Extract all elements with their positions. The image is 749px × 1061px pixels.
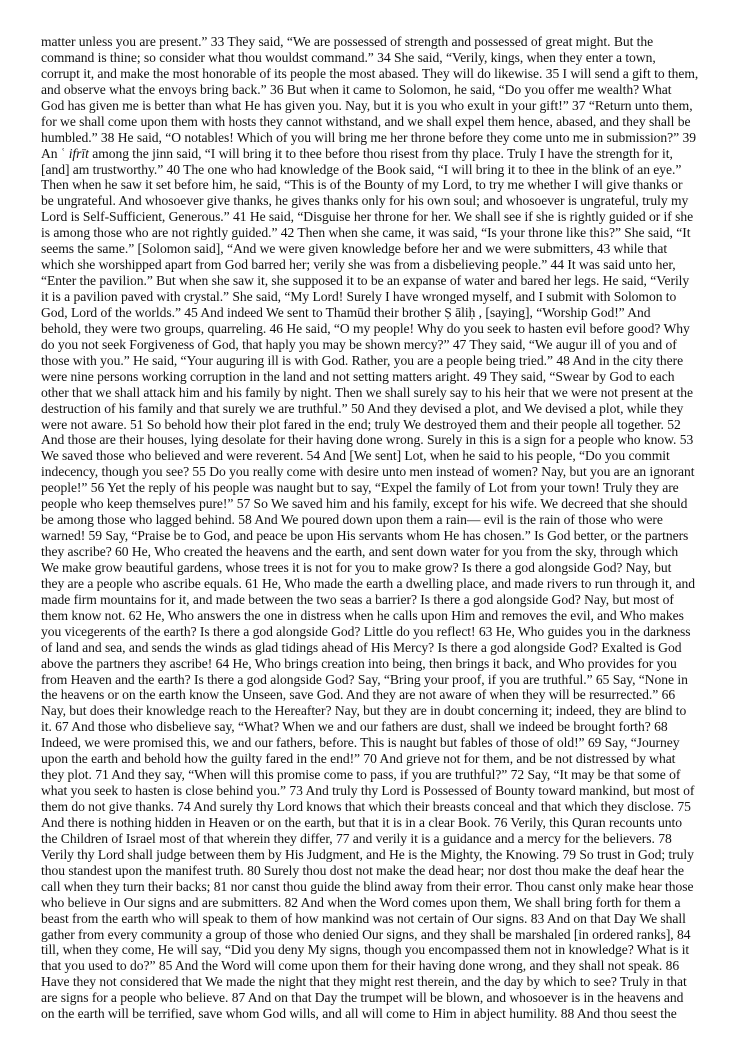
text-line: Lord is Self-Sufficient, Generous.” 41 He said, “Disguise her throne for her. We shall see if she is rightly guided or if she xyxy=(41,209,694,225)
text-line: destruction of his family and that surely we are truthful.” 50 And they devised a plot, and We devised a plot, while they xyxy=(41,400,684,416)
text-line: seems the same.” [Solomon said], “And we were given knowledge before her and we were submitters, 43 while that xyxy=(41,241,668,257)
text-line: of land and sea, and sends the winds as glad tidings ahead of His Mercy? Is there a god alongside God? Exalted is God xyxy=(41,639,682,655)
text-line: it is a pavilion paved with crystal.” She said, “My Lord! Surely I have wronged myself, and I submit with Solomon to xyxy=(41,289,677,304)
italic-term: ifrīt xyxy=(68,145,89,161)
text-line: above the partners they ascribe! 64 He, Who brings creation into being, then brings it back, and Who provides for you xyxy=(41,655,677,671)
text-line: command is thine; so consider what thou wouldst command.” 34 She said, “Verily, kings, when they enter a town, xyxy=(41,49,656,65)
text-line: they ascribe? 60 He, Who created the heavens and the earth, and sent down water for you from the sky, through which xyxy=(41,544,679,559)
text-line: Have they not considered that We made the night that they might rest therein, and the day by which to see? Truly in that xyxy=(41,974,687,990)
text-line: Verily thy Lord shall judge between them by His Judgment, and He is the Mighty, the Knowing. 79 So trust in God; truly xyxy=(41,846,694,862)
text-line: it. 67 And those who disbelieve say, “What? When we and our fathers are dust, shall we indeed be brought forth? 68 xyxy=(41,719,668,735)
text-line: And there is nothing hidden in Heaven or on the earth, but that it is in a clear Book. 76 Verily, this Quran recounts unto xyxy=(41,814,682,830)
text-line: them do not give thanks. 74 And surely thy Lord knows that which their breasts conceal and that which they disclose. 75 xyxy=(41,799,691,814)
text-line: Indeed, we were promised this, we and our fathers, before. This is naught but fables of those of old!” 69 Say, “Journey xyxy=(41,735,680,751)
text-line: An ʿ ifrīt among the jinn said, “I will bring it to thee before thou risest from thy place. Truly I have the strength for it, xyxy=(41,145,673,161)
text-line: behold, they were two groups, quarreling. 46 He said, “O my people! Why do you seek to hasten evil before good? Why xyxy=(41,320,690,336)
text-line: from Heaven and the earth? Is there a god alongside God? Say, “Bring your proof, if you are truthful.” 65 Say, “None in xyxy=(41,671,688,687)
text-line: Nay, but does their knowledge reach to the Hereafter? Nay, but they are in doubt concerning it; indeed, they are blind to xyxy=(41,703,687,719)
text-line: be among those who lagged behind. 58 And We poured down upon them a rain— evil is the rain of those who were xyxy=(41,512,663,528)
text-line: Then when he saw it set before him, he said, “This is of the Bounty of my Lord, to try me whether I will give thanks or xyxy=(41,177,683,193)
text-line: upon the earth and behold how the guilty fared in the end!” 70 And grieve not for them, and be not distressed by what xyxy=(41,751,676,767)
text-line: and observe what the envoys bring back.” 36 But when it came to Solomon, he said, “Do you offer me wealth? What xyxy=(41,81,672,97)
text-line: were not aware. 51 So behold how their plot fared in the end; truly We destroyed them and their people all together. 52 xyxy=(41,416,681,432)
text-line: people who keep themselves pure!” 57 So We saved him and his family, except for his wife. We decreed that she should xyxy=(41,496,688,512)
text-line: which she worshipped apart from God barred her; verily she was from a disbelieving people.” 44 It was said unto her, xyxy=(41,257,676,273)
document-page xyxy=(41,34,721,1022)
text-line: call when they turn their backs; 81 nor canst thou guide the blind away from their error. Thou canst only make hear those xyxy=(41,878,694,894)
text-line: thou standest upon the manifest truth. 80 Surely thou dost not make the dead hear; nor dost thou make the deaf hear the xyxy=(41,862,684,878)
text-line: that you used to do?” 85 And the Word will come upon them for their having done wrong, and they shall not speak. 86 xyxy=(41,958,680,974)
text-line: those with you.” He said, “Your auguring ill is with God. Rather, you are a people being tried.” 48 And in the city there xyxy=(41,352,684,368)
text-line: beast from the earth who will speak to them of how mankind was not certain of Our signs. 83 And on that Day We shall xyxy=(41,910,686,926)
text-line: who believe in Our signs and are submitters. 82 And when the Word comes upon them, We shall bring forth for them a xyxy=(41,894,681,910)
text-line: [and] am trustworthy.” 40 The one who had knowledge of the Book said, “I will bring it to thee in the blink of an eye.” xyxy=(41,161,682,177)
text-line: till, when they come, He will say, “Did you deny My signs, though you encompassed them not in knowledge? What is it xyxy=(41,942,690,958)
text-line: God has given me is better than what He has given you. Nay, but it is you who exult in your gift!” 37 “Return unto them, xyxy=(41,97,693,113)
text-line: people!” 56 Yet the reply of his people was naught but to say, “Expel the family of Lot from your town! Truly they are xyxy=(41,480,679,496)
text-line: warned! 59 Say, “Praise be to God, and peace be upon His servants whom He has chosen.” Is God better, or the partners xyxy=(41,528,689,544)
text-line: do you not seek Forgiveness of God, that haply you may be shown mercy?” 47 They said, “We augur ill of you and of xyxy=(41,336,677,352)
text-line: were nine persons working corruption in the land and not setting matters aright. 49 They said, “Swear by God to each xyxy=(41,368,675,384)
text-line: other that we shall attack him and his family by night. Then we shall surely say to his heir that we were not present at the xyxy=(41,384,693,400)
text-line: corrupt it, and make the most honorable of its people the most abased. They will do likewise. 35 I will send a gift to them, xyxy=(41,65,699,81)
text-line: humbled.” 38 He said, “O notables! Which of you will bring me her throne before they come unto me in submission?” 39 xyxy=(41,129,696,145)
text-line: what you seek to hasten is close behind you.” 73 And truly thy Lord is Possessed of Bounty toward mankind, but most of xyxy=(41,783,695,799)
text-line: And those are their houses, lying desolate for their having done wrong. Surely in this is a sign for a people who know. 53 xyxy=(41,432,694,448)
text-line: the heavens or on the earth know the Unseen, save God. And they are not aware of when they will be resurrected.” 66 xyxy=(41,687,676,703)
text-line: “Enter the pavilion.” But when she saw it, she supposed it to be an expanse of water and bared her legs. He said, “Verily xyxy=(41,273,690,289)
text-line: gather from every community a group of those who denied Our signs, and they shall be marshaled [in ordered ranks], 84 xyxy=(41,926,691,942)
text-line: are signs for a people who believe. 87 And on that Day the trumpet will be blown, and whosoever is in the heavens and xyxy=(41,990,684,1006)
text-line: them know not. 62 He, Who answers the one in distress when he calls upon Him and removes the evil, and Who makes xyxy=(41,607,684,623)
text-line: is among those who are not rightly guided.” 42 Then when she came, it was said, “Is your throne like this?” She said, “It xyxy=(41,225,691,241)
text-line: be ungrateful. And whosoever give thanks, he gives thanks only for his own soul; and whosoever is ungrateful, truly my xyxy=(41,193,689,209)
text-line: We make grow beautiful gardens, whose trees it is not for you to make grow? Is there a god alongside God? Nay, but xyxy=(41,559,672,575)
text-line: you vicegerents of the earth? Is there a god alongside God? Little do you reflect! 63 He, Who guides you in the darkness xyxy=(41,623,691,639)
text-line: made firm mountains for it, and made between the two seas a barrier? Is there a god alongside God? Nay, but most of xyxy=(41,591,674,607)
text-line: We saved those who believed and were reverent. 54 And [We sent] Lot, when he said to his people, “Do you commit xyxy=(41,448,670,464)
text-line: on the earth will be terrified, save whom God wills, and all will come to Him in abject humility. 88 And thou seest the xyxy=(41,1006,677,1022)
text-line: indecency, though you see? 55 Do you really come with desire unto men instead of women? Nay, but you are an ignorant xyxy=(41,464,695,480)
text-line: for we shall come upon them with hosts they cannot withstand, and we shall expel them hence, abased, and they shall be xyxy=(41,113,691,129)
text-line: God, Lord of the worlds.” 45 And indeed We sent to Thamūd their brother Ṣ āliḥ , [saying], “Worship God!” And xyxy=(41,304,651,320)
text-line: they are a people who ascribe equals. 61 He, Who made the earth a dwelling place, and made rivers to run through it, and xyxy=(41,575,695,591)
text-line: matter unless you are present.” 33 They said, “We are possessed of strength and possessed of great might. But the xyxy=(41,34,654,49)
text-line: they plot. 71 And they say, “When will this promise come to pass, if you are truthful?” 72 Say, “It may be that some of xyxy=(41,767,681,783)
text-line: the Children of Israel most of that wherein they differ, 77 and verily it is a guidance and a mercy for the believers. 78 xyxy=(41,830,672,846)
